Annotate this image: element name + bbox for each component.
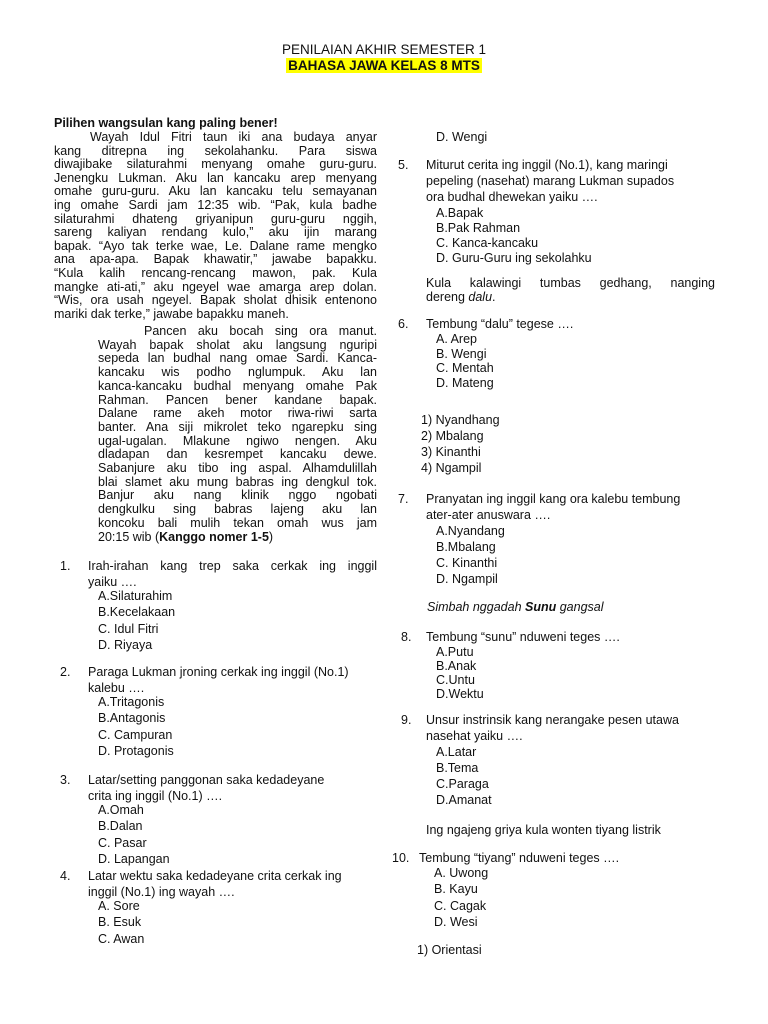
question-text: Paraga Lukman jroning cerkak ing inggil (No.1) (88, 665, 349, 679)
question-number: 7. (398, 492, 409, 506)
passage-line: Wayah bapak sholat aku langsung nguripi (98, 337, 377, 352)
answer-option: D. Mateng (436, 375, 494, 390)
passage-line: omahe guru-guru. Aku lan kancaku telu semayanan (54, 184, 377, 199)
question-number: 2. (60, 665, 71, 679)
answer-option: A.Omah (98, 803, 144, 817)
answer-option: C. Kinanthi (436, 556, 498, 570)
passage-line: diwajibake silaturahmi menyang omahe guru-guru. (54, 157, 377, 172)
question-text: pepeling (nasehat) marang Lukman supados (426, 174, 675, 188)
list-item: 3) Kinanthi (421, 445, 481, 459)
question-text: Tembung “sunu” nduweni teges …. (426, 630, 620, 644)
answer-option: B.Dalan (98, 819, 143, 834)
answer-option: A. Uwong (434, 866, 489, 880)
answer-option: A.Silaturahim (98, 589, 173, 603)
question-text: yaiku …. (88, 575, 137, 589)
list-item: 1) Nyandhang (421, 413, 500, 427)
passage-line: sareng kaliyan rendang kulo,” aku ijin marang (54, 225, 377, 240)
answer-option: C. Cagak (434, 898, 487, 913)
answer-option: C. Idul Fitri (98, 621, 159, 636)
answer-option: C. Campuran (98, 727, 173, 742)
question-number: 3. (60, 773, 71, 787)
question-number: 8. (401, 630, 412, 644)
answer-option: B. Kayu (434, 882, 478, 897)
question-text: crita ing inggil (No.1) …. (88, 789, 223, 803)
passage-line: bapak. “Ayo tak terke wae, Le. Dalane rame mengko (54, 238, 377, 253)
passage-line: banter. Ana siji mikrolet teko ngarepku sing (98, 419, 377, 434)
passage-line: dladapan dan kesrempet kancaku dewe. (98, 447, 377, 462)
question-number: 1. (60, 559, 71, 573)
sentence-2-prefix: Simbah nggadah (427, 600, 525, 614)
question-number: 4. (60, 869, 71, 883)
passage-line: kancaku wis podho nglumpuk. Aku lan (98, 365, 377, 380)
question-text: Pranyatan ing inggil kang ora kalebu tembung (426, 492, 681, 506)
question-text: nasehat yaiku …. (426, 729, 523, 743)
answer-option: C. Pasar (98, 835, 147, 850)
question-text: Tembung “dalu” tegese …. (426, 317, 574, 331)
question-number: 6. (398, 317, 409, 331)
answer-option: A. Arep (436, 332, 477, 346)
passage-line: kanca-kancaku budhal menyang omahe Pak (98, 378, 377, 393)
question-number: 9. (401, 713, 412, 727)
question-text: ater-ater anuswara …. (426, 508, 551, 522)
answer-option: C.Paraga (436, 777, 489, 791)
answer-option: B. Wengi (436, 346, 487, 361)
passage-line: blai slamet aku mung babras ing dengkul tok. (98, 474, 377, 489)
passage-line: Jenengku Lukman. Aku lan kancaku arep menyang (54, 170, 377, 185)
answer-option: A.Bapak (436, 206, 484, 220)
passage-range-note: Kanggo nomer 1-5 (159, 530, 269, 544)
question-text: inggil (No.1) ing wayah …. (88, 885, 235, 899)
answer-option: D. Ngampil (436, 572, 498, 586)
passage-line: Sabanjure aku tibo ing aspal. Alhamdulillah (98, 461, 377, 475)
answer-option: B. Esuk (98, 915, 142, 930)
question-text: kalebu …. (88, 681, 145, 695)
answer-option: D.Amanat (436, 793, 492, 807)
answer-option: D. Riyaya (98, 637, 153, 652)
sentence-2 (427, 600, 604, 615)
answer-option: B.Pak Rahman (436, 221, 521, 235)
passage-last-line (98, 530, 273, 545)
passage-last-line-suffix: ) (268, 530, 274, 544)
passage-line: dengkulku sing babras lajeng aku lan (98, 502, 377, 517)
q4-option-d: D. Wengi (436, 130, 488, 144)
passage-line: koncoku bali mulih tekan omah wus jam (98, 515, 377, 530)
passage-line: Banjur aku nang klinik nggo ngobati (98, 488, 377, 503)
sentence-1-suffix: . (492, 290, 496, 304)
answer-option: A.Latar (436, 745, 477, 759)
answer-option: B.Mbalang (436, 540, 496, 554)
sentence-1-prefix: dereng (426, 290, 469, 304)
passage-line: mariki dak terke,” jawabe bapakku maneh. (54, 306, 289, 321)
question-text: Miturut cerita ing inggil (No.1), kang maringi (426, 158, 668, 172)
passage-line: kang ditrepna ing sekolahanku. Para siswa (54, 143, 377, 158)
list-2-item: 1) Orientasi (417, 943, 482, 957)
passage-line: Wayah Idul Fitri taun iki ana budaya anyar (90, 130, 377, 144)
page-title: PENILAIAN AKHIR SEMESTER 1 (281, 42, 487, 57)
passage-line: “Wis, ora usah ngeyel. Bapak sholat dhisik entenono (54, 293, 377, 308)
sentence-1-line-1: Kula kalawingi tumbas gedhang, nanging (426, 276, 715, 290)
passage-line: Rahman. Pancen bener kandane bapak. (98, 392, 377, 407)
answer-option: D. Wesi (434, 914, 478, 929)
answer-option: D. Guru-Guru ing sekolahku (436, 251, 592, 265)
answer-option: C.Untu (436, 673, 475, 687)
answer-option: C. Awan (98, 931, 145, 946)
question-text: Unsur instrinsik kang nerangake pesen utawa (426, 713, 679, 727)
question-number: 10. (392, 851, 410, 865)
answer-option: B.Tema (436, 761, 479, 775)
passage-line: Dalane rame akeh motor riwa-riwi sarta (98, 406, 377, 421)
instruction: Pilihen wangsulan kang paling bener! (54, 116, 278, 130)
answer-option: D.Wektu (436, 687, 484, 701)
passage-line: mangke ati-ati,” aku ngeyel wae amarga arep dolan. (54, 279, 377, 294)
list-item: 4) Ngampil (421, 461, 482, 475)
question-text: Latar wektu saka kedadeyane crita cerkak ing (88, 869, 342, 883)
question-number: 5. (398, 158, 409, 172)
passage-line: “Kula kalih rencang-rencang mawon, pak. Kula (54, 266, 377, 280)
sentence-2-suffix: gangsal (556, 600, 604, 614)
sentence-1-italic-word: dalu (468, 290, 493, 304)
answer-option: C. Kanca-kancaku (436, 236, 539, 250)
question-text: ora budhal dhewekan yaiku …. (426, 190, 598, 204)
sentence-1-line-2 (426, 290, 496, 305)
answer-option: B.Antagonis (98, 711, 166, 726)
passage-line: Pancen aku bocah sing ora manut. (144, 324, 377, 338)
answer-option: D. Lapangan (98, 851, 170, 866)
passage-line: silaturahmi dhateng griyanipun guru-guru nggih, (54, 211, 377, 226)
sentence-2-bold-word: Sunu (525, 600, 557, 614)
answer-option: A.Nyandang (436, 524, 505, 538)
passage-line: ugal-ugalan. Mlakune ngiwo nengen. Aku (98, 433, 377, 448)
page-subtitle: BAHASA JAWA KELAS 8 MTS (288, 58, 480, 73)
question-text: Irah-irahan kang trep saka cerkak ing inggil (88, 559, 377, 573)
list-item: 2) Mbalang (421, 429, 484, 443)
answer-option: A.Tritagonis (98, 695, 165, 709)
answer-option: A. Sore (98, 899, 140, 913)
passage-line: sepeda lan budhal nang omae Sardi. Kanca- (98, 351, 377, 366)
answer-option: C. Mentah (436, 361, 494, 375)
answer-option: B.Kecelakaan (98, 605, 176, 620)
answer-option: B.Anak (436, 659, 477, 673)
answer-option: D. Protagonis (98, 743, 174, 758)
passage-last-line-prefix: 20:15 wib ( (98, 530, 160, 544)
passage-line: ana apa-apa. Bapak khawatir,” jawabe bapakku. (54, 252, 377, 267)
answer-option: A.Putu (436, 645, 474, 659)
sentence-3: Ing ngajeng griya kula wonten tiyang listrik (426, 823, 661, 837)
question-text: Latar/setting panggonan saka kedadeyane (88, 773, 325, 787)
page-subtitle-wrap (0, 58, 768, 73)
passage-line: ing omahe Sardi jam 12:35 wib. “Pak, kula badhe (54, 198, 377, 212)
question-text: Tembung “tiyang” nduweni teges …. (419, 851, 620, 865)
